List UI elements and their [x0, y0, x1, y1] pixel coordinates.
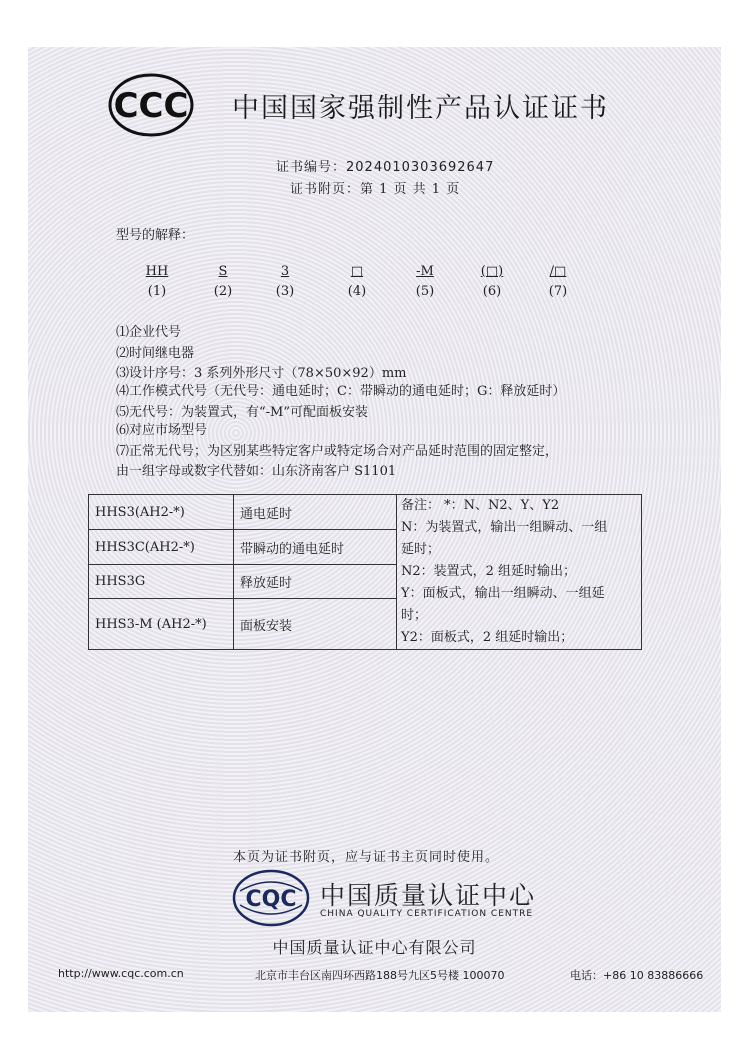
explanation-line: ⑺正常无代号；为区别某些特定客户或特定场合对产品延时范围的固定整定，: [116, 444, 559, 459]
explanation-line: ⑷工作模式代号（无代号：通电延时；C：带瞬动的通电延时；G：释放延时）: [116, 384, 566, 399]
cqc-logo: [232, 869, 310, 927]
table-cell-desc: 带瞬动的通电延时: [234, 530, 397, 565]
ccc-logo-text: CCC: [113, 86, 189, 126]
table-cell-model: HHS3(AH2-*): [89, 495, 234, 530]
model-table: [88, 494, 642, 650]
table-cell-model: HHS3C(AH2-*): [89, 530, 234, 565]
certificate-number: [276, 156, 494, 175]
note-line: Y：面板式，输出一组瞬动、一组延: [401, 586, 605, 601]
table-cell-desc: 通电延时: [234, 495, 397, 530]
explanation-line: ⑶设计序号：3 系列外形尺寸（78×50×92）mm: [116, 366, 407, 381]
table-notes-cell: [397, 495, 642, 650]
note-line: 备注： *：N、N2、Y、Y2: [401, 498, 560, 513]
model-part-6: (□): [480, 264, 504, 279]
footer-phone: 电话：+86 10 83886666: [570, 969, 704, 982]
table-cell-desc: 面板安装: [234, 599, 397, 650]
model-part-4: □: [350, 264, 364, 279]
certificate-title: 中国国家强制性产品认证证书: [232, 93, 609, 124]
table-cell-model: HHS3-M (AH2-*): [89, 599, 234, 650]
table-cell-desc: 释放延时: [234, 565, 397, 599]
model-number-6: (6): [482, 284, 502, 299]
note-line: N2：装置式，2 组延时输出；: [401, 564, 577, 579]
model-part-1: HH: [145, 264, 169, 279]
model-part-5: -M: [416, 264, 434, 279]
explanation-line: 由一组字母或数字代替如：山东济南客户 S1101: [116, 464, 397, 479]
note-line: 时；: [401, 608, 428, 623]
explanation-line: ⑴企业代号: [116, 325, 182, 340]
table-cell-model: HHS3G: [89, 565, 234, 599]
note-line: N：为装置式，输出一组瞬动、一组: [401, 520, 608, 535]
ccc-logo: [108, 73, 194, 137]
cert-no-label: 证书编号：: [276, 160, 347, 175]
model-number-1: (1): [147, 284, 167, 299]
table-row: [89, 495, 642, 530]
note-line: Y2：面板式，2 组延时输出；: [401, 630, 574, 645]
footer-url[interactable]: http://www.cqc.com.cn: [58, 967, 184, 980]
model-part-2: S: [218, 264, 228, 279]
model-part-3: 3: [280, 264, 290, 279]
model-number-5: (5): [415, 284, 435, 299]
model-number-4: (4): [347, 284, 367, 299]
model-number-3: (3): [275, 284, 295, 299]
model-part-7: /□: [549, 264, 567, 279]
model-number-2: (2): [213, 284, 233, 299]
explanation-line: ⑵时间继电器: [116, 346, 195, 361]
model-heading: 型号的解释：: [116, 228, 195, 243]
model-number-7: (7): [548, 284, 568, 299]
cqc-name-en: CHINA QUALITY CERTIFICATION CENTRE: [320, 909, 534, 919]
note-line: 延时；: [401, 542, 441, 557]
explanation-line: ⑸无代号：为装置式，有“-M”可配面板安装: [116, 405, 368, 420]
cert-no-value: 2024010303692647: [346, 160, 495, 175]
cqc-logo-text: CQC: [245, 887, 297, 912]
attachment-notice: 本页为证书附页，应与证书主页同时使用。: [233, 850, 500, 865]
explanation-line: ⑹对应市场型号: [116, 423, 208, 438]
company-name: 中国质量认证中心有限公司: [272, 938, 477, 957]
footer-address: 北京市丰台区南四环西路188号九区5号楼 100070: [255, 969, 505, 982]
cqc-name-cn: 中国质量认证中心: [320, 881, 537, 910]
certificate-attachment-page: 证书附页：第 1 页 共 1 页: [290, 182, 461, 197]
